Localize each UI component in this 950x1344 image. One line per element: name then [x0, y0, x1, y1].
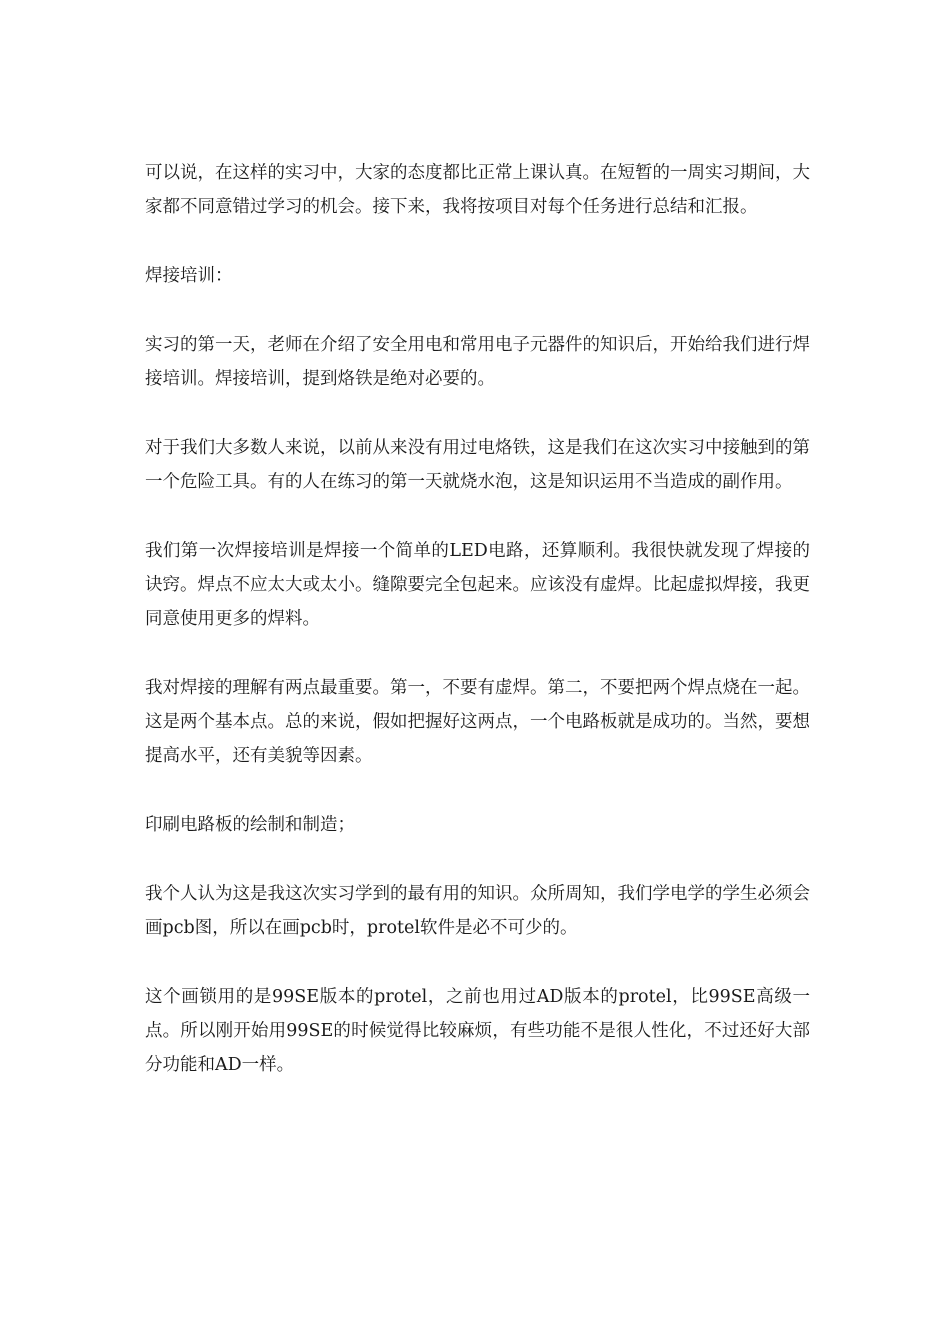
paragraph-protel-versions: 这个画锁用的是99SE版本的protel，之前也用过AD版本的protel，比99SE高级一点。所以刚开始用99SE的时候觉得比较麻烦，有些功能不是很人性化，不过还好大部分功能和AD一样。 — [145, 987, 810, 1075]
paragraph-soldering-iron: 对于我们大多数人来说，以前从来没有用过电烙铁，这是我们在这次实习中接触到的第一个危险工具。有的人在练习的第一天就烧水泡，这是知识运用不当造成的副作用。 — [145, 438, 810, 492]
paragraph-led-circuit: 我们第一次焊接培训是焊接一个简单的LED电路，还算顺利。我很快就发现了焊接的诀窍。焊点不应太大或太小。缝隙要完全包起来。应该没有虚焊。比起虚拟焊接，我更同意使用更多的焊料。 — [145, 541, 810, 629]
paragraph-first-day: 实习的第一天，老师在介绍了安全用电和常用电子元器件的知识后，开始给我们进行焊接培训。焊接培训，提到烙铁是绝对必要的。 — [145, 335, 810, 389]
document-body — [145, 156, 810, 1117]
section-heading-welding-training: 焊接培训： — [145, 266, 233, 286]
section-heading-pcb: 印刷电路板的绘制和制造； — [145, 815, 355, 835]
paragraph-welding-points: 我对焊接的理解有两点最重要。第一，不要有虚焊。第二，不要把两个焊点烧在一起。这是两个基本点。总的来说，假如把握好这两点，一个电路板就是成功的。当然，要想提高水平，还有美貌等因素。 — [145, 678, 810, 766]
paragraph-pcb-knowledge: 我个人认为这是我这次实习学到的最有用的知识。众所周知，我们学电学的学生必须会画pcb图，所以在画pcb时，protel软件是必不可少的。 — [145, 884, 810, 938]
paragraph-intro: 可以说，在这样的实习中，大家的态度都比正常上课认真。在短暂的一周实习期间，大家都不同意错过学习的机会。接下来，我将按项目对每个任务进行总结和汇报。 — [145, 163, 810, 217]
